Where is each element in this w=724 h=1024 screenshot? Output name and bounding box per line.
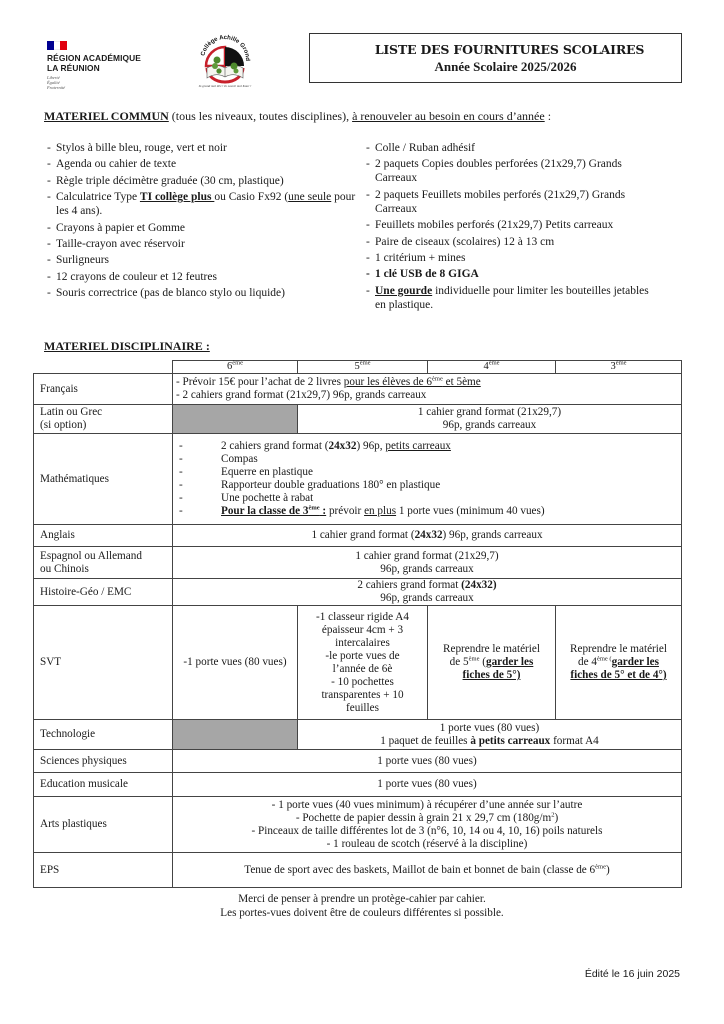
subject-langues: Espagnol ou Allemand ou Chinois bbox=[34, 547, 173, 579]
list-item: - Règle triple décimètre graduée (30 cm, plastique) bbox=[47, 174, 362, 188]
subject-svt: SVT bbox=[34, 606, 173, 720]
list-item: - Surligneurs bbox=[47, 253, 362, 267]
list-item: - Colle / Ruban adhésif bbox=[366, 141, 658, 155]
region-name-line1: RÉGION ACADÉMIQUE bbox=[47, 53, 141, 63]
footer-note-cover: Merci de penser à prendre un protège-cahier par cahier. bbox=[238, 893, 486, 905]
page-title: LISTE DES FOURNITURES SCOLAIRES bbox=[374, 42, 645, 57]
list-item: - Crayons à papier et Gomme bbox=[47, 221, 362, 235]
common-list-right bbox=[366, 141, 658, 314]
list-item: - 2 paquets Copies doubles perforées (21x29,7) Grands Carreaux bbox=[366, 157, 658, 185]
list-item: - 1 critérium + mines bbox=[366, 251, 658, 265]
subject-latin-grec: Latin ou Grec (si option) bbox=[34, 405, 173, 434]
college-emblem-icon bbox=[198, 30, 252, 100]
table-row bbox=[34, 579, 682, 606]
latin-supplies: 1 cahier grand format (21x29,7) 96p, grands carreaux bbox=[298, 405, 682, 434]
list-item: - Agenda ou cahier de texte bbox=[47, 157, 362, 171]
list-item: - 2 paquets Feuillets mobiles perforés (21x29,7) Grands Carreaux bbox=[366, 188, 658, 216]
edit-date: Édité le 16 juin 2025 bbox=[584, 968, 680, 980]
francais-supplies: - Prévoir 15€ pour l’achat de 2 livres pour les élèves de 6ème et 5ème - 2 cahiers grand format (21x29,7) 96p, grands carreaux bbox=[173, 374, 682, 405]
svt-3eme: Reprendre le matériel de $4^{ème (}garder$ les fiches de 5° et de 4°) bbox=[556, 606, 682, 720]
maths-supplies: - 2 cahiers grand format (24x32) 96p, petits carreaux - Compas - Equerre en plastique - Rapporteur double graduations 180° en plastique - Une pochette à rabat - Pour la classe de 3ème : prévoir en plus 1 porte vues (minimum 40 vues) bbox=[173, 434, 682, 525]
level-header-6: 6ème bbox=[173, 361, 298, 374]
table-row bbox=[34, 434, 682, 525]
footer-notes bbox=[0, 893, 724, 920]
table-row bbox=[34, 405, 682, 434]
svg-text:In grand mol Zèv ! In savoir m: In grand mol Zèv ! In savoir mol Kour ! bbox=[198, 84, 252, 88]
musique-supplies: 1 porte vues (80 vues) bbox=[173, 773, 682, 797]
table-row bbox=[34, 606, 682, 720]
list-item: - Feuillets mobiles perforés (21x29,7) Petits carreaux bbox=[366, 218, 658, 232]
common-heading: MATERIEL COMMUN (tous les niveaux, toutes disciplines), à renouveler au besoin en cours d’année : bbox=[44, 109, 552, 123]
subject-francais: Français bbox=[34, 374, 173, 405]
region-academique-logo bbox=[47, 41, 147, 90]
subject-eps: EPS bbox=[34, 853, 173, 888]
footer-note-colors: Les portes-vues doivent être de couleurs différentes si possible. bbox=[220, 906, 504, 919]
anglais-supplies: 1 cahier grand format (24x32) 96p, grands carreaux bbox=[173, 525, 682, 547]
list-item: - Paire de ciseaux (scolaires) 12 à 13 cm bbox=[366, 235, 658, 249]
supplies-table bbox=[33, 360, 682, 888]
table-row bbox=[34, 797, 682, 853]
republic-motto: Liberté Égalité Fraternité bbox=[47, 75, 66, 90]
list-item: - Stylos à bille bleu, rouge, vert et noir bbox=[47, 141, 362, 155]
table-row bbox=[34, 374, 682, 405]
list-item: - Souris correctrice (pas de blanco stylo ou liquide) bbox=[47, 286, 362, 300]
list-item: - Calculatrice Type TI collège plus ou Casio Fx92 (une seule pour les 4 ans). bbox=[47, 190, 362, 218]
subject-anglais: Anglais bbox=[34, 525, 173, 547]
subject-arts-plastiques: Arts plastiques bbox=[34, 797, 173, 853]
not-applicable-cell bbox=[173, 720, 298, 750]
eps-supplies: Tenue de sport avec des baskets, Maillot de bain et bonnet de bain (classe de 6ème) bbox=[173, 853, 682, 888]
table-row bbox=[34, 750, 682, 773]
table-header-row bbox=[34, 361, 682, 374]
histoire-supplies: 2 cahiers grand format (24x32) 96p, grands carreaux bbox=[173, 579, 682, 606]
table-row bbox=[34, 720, 682, 750]
level-header-4: 4ème bbox=[428, 361, 556, 374]
subject-mathematiques: Mathématiques bbox=[34, 434, 173, 525]
list-item: - Taille-crayon avec réservoir bbox=[47, 237, 362, 251]
college-logo bbox=[198, 30, 252, 100]
title-box bbox=[309, 33, 682, 83]
table-row bbox=[34, 773, 682, 797]
table-row bbox=[34, 853, 682, 888]
table-row bbox=[34, 525, 682, 547]
region-name-line2: LA RÉUNION bbox=[47, 62, 100, 73]
french-flag-icon bbox=[47, 41, 67, 50]
level-header-5: 5ème bbox=[298, 361, 428, 374]
svt-5eme: -1 classeur rigide A4 épaisseur 4cm + 3 intercalaires -le porte vues de l’année de 6è - 10 pochettes transparentes + 10 feuilles bbox=[298, 606, 428, 720]
svg-text:Collège Achille Grondin: Collège Achille Grond bbox=[200, 34, 251, 62]
level-header-3: 3ème bbox=[556, 361, 682, 374]
disciplinary-heading: MATERIEL DISCIPLINAIRE : bbox=[44, 339, 210, 353]
subject-education-musicale: Education musicale bbox=[34, 773, 173, 797]
school-year: Année Scolaire 2025/2026 bbox=[434, 59, 577, 74]
subject-sciences-physiques: Sciences physiques bbox=[34, 750, 173, 773]
svt-4eme: Reprendre le matériel de 5ème (garder les fiches de 5°) bbox=[428, 606, 556, 720]
list-item: - Une gourde individuelle pour limiter les bouteilles jetables en plastique. bbox=[366, 284, 658, 312]
svt-6eme: -1 porte vues (80 vues) bbox=[173, 606, 298, 720]
not-applicable-cell bbox=[173, 405, 298, 434]
arts-supplies: - 1 porte vues (40 vues minimum) à récupérer d’une année sur l’autre - Pochette de papier dessin à grain 21 x 29,7 cm $(180g/m^2)$ - Pinceaux de taille différentes lot de 3 (n°6, 10, 14 ou 4, 10, 16) poils naturels - 1 rouleau de scotch (réservé à la discipline) bbox=[173, 797, 682, 853]
table-row bbox=[34, 547, 682, 579]
subject-histoire-geo: Histoire-Géo / EMC bbox=[34, 579, 173, 606]
common-list-left bbox=[47, 141, 362, 303]
subject-technologie: Technologie bbox=[34, 720, 173, 750]
techno-supplies: 1 porte vues (80 vues) 1 paquet de feuilles à petits carreaux format A4 bbox=[298, 720, 682, 750]
langues-supplies: 1 cahier grand format (21x29,7) 96p, grands carreaux bbox=[173, 547, 682, 579]
list-item: - 1 clé USB de 8 GIGA bbox=[366, 267, 658, 281]
list-item: - 12 crayons de couleur et 12 feutres bbox=[47, 270, 362, 284]
physique-supplies: 1 porte vues (80 vues) bbox=[173, 750, 682, 773]
